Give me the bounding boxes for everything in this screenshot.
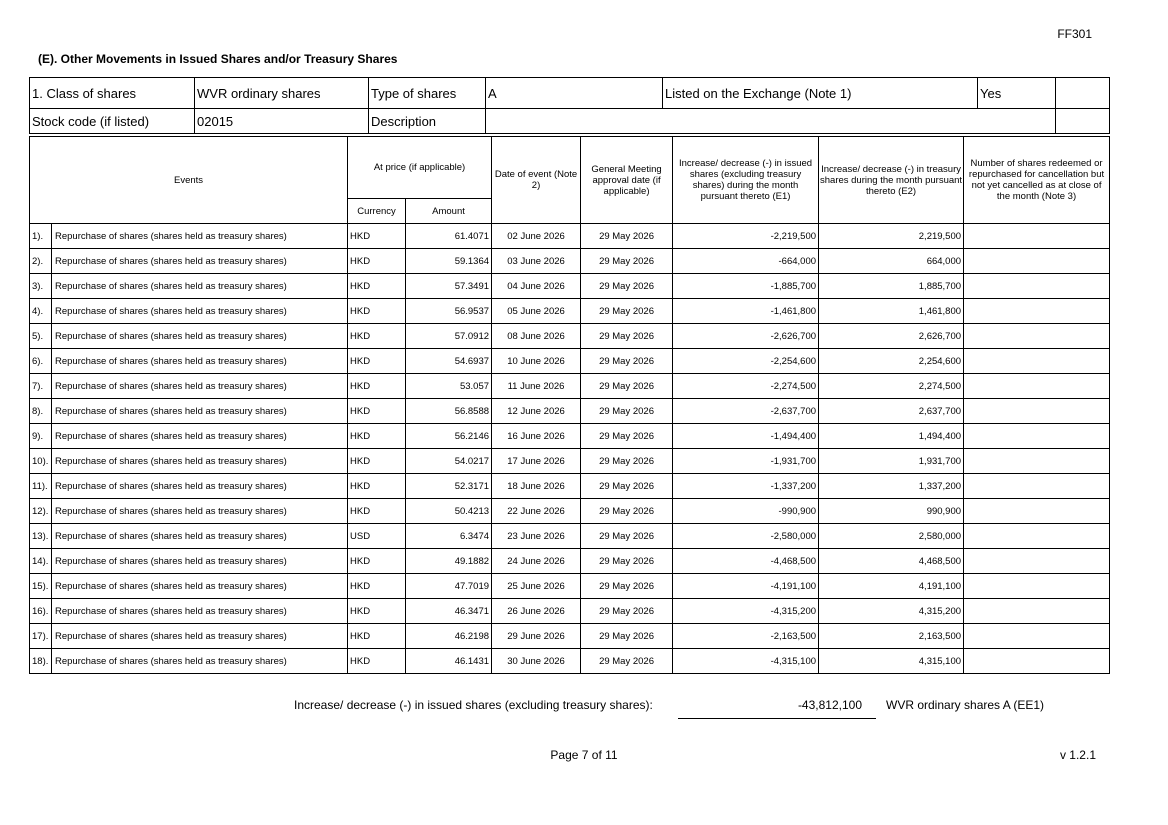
currency-cell: HKD bbox=[348, 374, 406, 399]
event-date-cell: 29 June 2026 bbox=[492, 624, 581, 649]
amount-cell: 49.1882 bbox=[406, 549, 492, 574]
e2-cell: 4,468,500 bbox=[819, 549, 964, 574]
event-date-cell: 22 June 2026 bbox=[492, 499, 581, 524]
e2-cell: 1,931,700 bbox=[819, 449, 964, 474]
e1-cell: -4,191,100 bbox=[673, 574, 819, 599]
event-date-cell: 24 June 2026 bbox=[492, 549, 581, 574]
currency-cell: HKD bbox=[348, 299, 406, 324]
currency-cell: HKD bbox=[348, 349, 406, 374]
row-index: 7). bbox=[30, 374, 52, 399]
event-date-cell: 23 June 2026 bbox=[492, 524, 581, 549]
date-of-event-header: Date of event (Note 2) bbox=[492, 137, 581, 224]
redeemed-cell bbox=[964, 424, 1110, 449]
gm-approval-date-cell: 29 May 2026 bbox=[581, 349, 673, 374]
row-index: 16). bbox=[30, 599, 52, 624]
listed-empty-cell bbox=[1056, 78, 1110, 109]
currency-cell: HKD bbox=[348, 549, 406, 574]
e1-cell: -1,931,700 bbox=[673, 449, 819, 474]
gm-approval-date-cell: 29 May 2026 bbox=[581, 474, 673, 499]
currency-cell: HKD bbox=[348, 324, 406, 349]
gm-approval-date-cell: 29 May 2026 bbox=[581, 499, 673, 524]
amount-header: Amount bbox=[406, 199, 492, 224]
event-description: Repurchase of shares (shares held as treasury shares) bbox=[52, 224, 348, 249]
redeemed-cell bbox=[964, 374, 1110, 399]
event-description: Repurchase of shares (shares held as treasury shares) bbox=[52, 349, 348, 374]
e1-cell: -2,626,700 bbox=[673, 324, 819, 349]
redeemed-cell bbox=[964, 524, 1110, 549]
share-class-header-table bbox=[29, 77, 1110, 134]
redeemed-cell bbox=[964, 574, 1110, 599]
currency-header: Currency bbox=[348, 199, 406, 224]
event-description: Repurchase of shares (shares held as treasury shares) bbox=[52, 274, 348, 299]
gm-approval-date-cell: 29 May 2026 bbox=[581, 549, 673, 574]
type-of-shares-label: Type of shares bbox=[369, 78, 486, 109]
e2-header: Increase/ decrease (-) in treasury shares during the month pursuant thereto (E2) bbox=[819, 137, 964, 224]
gm-approval-date-cell: 29 May 2026 bbox=[581, 224, 673, 249]
class-of-shares-value: WVR ordinary shares bbox=[195, 78, 369, 109]
summary-underline bbox=[678, 718, 876, 719]
table-row bbox=[30, 549, 1110, 574]
event-description: Repurchase of shares (shares held as treasury shares) bbox=[52, 399, 348, 424]
redeemed-cell bbox=[964, 549, 1110, 574]
amount-cell: 54.6937 bbox=[406, 349, 492, 374]
amount-cell: 50.4213 bbox=[406, 499, 492, 524]
row-index: 6). bbox=[30, 349, 52, 374]
currency-cell: HKD bbox=[348, 449, 406, 474]
event-description: Repurchase of shares (shares held as treasury shares) bbox=[52, 574, 348, 599]
amount-cell: 61.4071 bbox=[406, 224, 492, 249]
row-index: 10). bbox=[30, 449, 52, 474]
amount-cell: 52.3171 bbox=[406, 474, 492, 499]
e2-cell: 4,191,100 bbox=[819, 574, 964, 599]
row-index: 9). bbox=[30, 424, 52, 449]
e2-cell: 1,461,800 bbox=[819, 299, 964, 324]
currency-cell: HKD bbox=[348, 274, 406, 299]
amount-cell: 47.7019 bbox=[406, 574, 492, 599]
event-description: Repurchase of shares (shares held as treasury shares) bbox=[52, 474, 348, 499]
e1-header: Increase/ decrease (-) in issued shares (excluding treasury shares) during the month pursuant thereto (E1) bbox=[673, 137, 819, 224]
e2-cell: 4,315,200 bbox=[819, 599, 964, 624]
e1-cell: -2,219,500 bbox=[673, 224, 819, 249]
currency-cell: HKD bbox=[348, 599, 406, 624]
row-index: 2). bbox=[30, 249, 52, 274]
e1-cell: -2,254,600 bbox=[673, 349, 819, 374]
event-description: Repurchase of shares (shares held as treasury shares) bbox=[52, 599, 348, 624]
e1-cell: -1,337,200 bbox=[673, 474, 819, 499]
amount-cell: 56.9537 bbox=[406, 299, 492, 324]
row-index: 11). bbox=[30, 474, 52, 499]
e2-cell: 1,337,200 bbox=[819, 474, 964, 499]
row-index: 8). bbox=[30, 399, 52, 424]
currency-cell: USD bbox=[348, 524, 406, 549]
e1-cell: -2,580,000 bbox=[673, 524, 819, 549]
amount-cell: 53.057 bbox=[406, 374, 492, 399]
description-empty-cell bbox=[1056, 109, 1110, 134]
event-date-cell: 11 June 2026 bbox=[492, 374, 581, 399]
table-row bbox=[30, 499, 1110, 524]
e2-cell: 1,885,700 bbox=[819, 274, 964, 299]
summary-label: Increase/ decrease (-) in issued shares (excluding treasury shares): bbox=[294, 698, 653, 712]
amount-cell: 6.3474 bbox=[406, 524, 492, 549]
e2-cell: 2,274,500 bbox=[819, 374, 964, 399]
row-index: 1). bbox=[30, 224, 52, 249]
gm-approval-date-cell: 29 May 2026 bbox=[581, 424, 673, 449]
amount-cell: 56.2146 bbox=[406, 424, 492, 449]
gm-approval-date-cell: 29 May 2026 bbox=[581, 274, 673, 299]
event-description: Repurchase of shares (shares held as treasury shares) bbox=[52, 324, 348, 349]
table-row bbox=[30, 624, 1110, 649]
row-index: 4). bbox=[30, 299, 52, 324]
table-row bbox=[30, 449, 1110, 474]
e2-cell: 1,494,400 bbox=[819, 424, 964, 449]
row-index: 3). bbox=[30, 274, 52, 299]
table-row bbox=[30, 349, 1110, 374]
movements-rows bbox=[30, 224, 1110, 674]
type-of-shares-value: A bbox=[486, 78, 663, 109]
e2-cell: 2,254,600 bbox=[819, 349, 964, 374]
redeemed-cell bbox=[964, 599, 1110, 624]
events-header: Events bbox=[30, 137, 348, 224]
gm-approval-date-cell: 29 May 2026 bbox=[581, 249, 673, 274]
row-index: 5). bbox=[30, 324, 52, 349]
table-row bbox=[30, 599, 1110, 624]
amount-cell: 57.3491 bbox=[406, 274, 492, 299]
e2-cell: 2,626,700 bbox=[819, 324, 964, 349]
event-description: Repurchase of shares (shares held as treasury shares) bbox=[52, 374, 348, 399]
table-row bbox=[30, 649, 1110, 674]
summary-value: -43,812,100 bbox=[797, 698, 862, 712]
event-date-cell: 16 June 2026 bbox=[492, 424, 581, 449]
event-date-cell: 05 June 2026 bbox=[492, 299, 581, 324]
row-index: 14). bbox=[30, 549, 52, 574]
gm-approval-date-cell: 29 May 2026 bbox=[581, 574, 673, 599]
gm-approval-date-cell: 29 May 2026 bbox=[581, 599, 673, 624]
table-row bbox=[30, 224, 1110, 249]
e1-cell: -2,637,700 bbox=[673, 399, 819, 424]
e2-cell: 2,163,500 bbox=[819, 624, 964, 649]
row-index: 13). bbox=[30, 524, 52, 549]
redeemed-cell bbox=[964, 249, 1110, 274]
general-meeting-date-header: General Meeting approval date (if applicable) bbox=[581, 137, 673, 224]
currency-cell: HKD bbox=[348, 624, 406, 649]
amount-cell: 59.1364 bbox=[406, 249, 492, 274]
e1-cell: -4,468,500 bbox=[673, 549, 819, 574]
event-date-cell: 17 June 2026 bbox=[492, 449, 581, 474]
e2-cell: 990,900 bbox=[819, 499, 964, 524]
event-date-cell: 08 June 2026 bbox=[492, 324, 581, 349]
description-label: Description bbox=[369, 109, 486, 134]
event-date-cell: 02 June 2026 bbox=[492, 224, 581, 249]
event-date-cell: 25 June 2026 bbox=[492, 574, 581, 599]
event-description: Repurchase of shares (shares held as treasury shares) bbox=[52, 449, 348, 474]
version-label: v 1.2.1 bbox=[1059, 748, 1096, 762]
table-row bbox=[30, 474, 1110, 499]
e1-cell: -1,461,800 bbox=[673, 299, 819, 324]
redeemed-cell bbox=[964, 274, 1110, 299]
table-row bbox=[30, 249, 1110, 274]
e1-cell: -990,900 bbox=[673, 499, 819, 524]
gm-approval-date-cell: 29 May 2026 bbox=[581, 299, 673, 324]
description-value bbox=[486, 109, 1056, 134]
row-index: 12). bbox=[30, 499, 52, 524]
row-index: 18). bbox=[30, 649, 52, 674]
e1-cell: -4,315,200 bbox=[673, 599, 819, 624]
form-code: FF301 bbox=[1057, 27, 1092, 41]
table-row bbox=[30, 274, 1110, 299]
gm-approval-date-cell: 29 May 2026 bbox=[581, 399, 673, 424]
e1-cell: -2,274,500 bbox=[673, 374, 819, 399]
redeemed-cell bbox=[964, 499, 1110, 524]
e1-cell: -664,000 bbox=[673, 249, 819, 274]
e1-cell: -1,494,400 bbox=[673, 424, 819, 449]
currency-cell: HKD bbox=[348, 574, 406, 599]
event-description: Repurchase of shares (shares held as treasury shares) bbox=[52, 549, 348, 574]
event-date-cell: 10 June 2026 bbox=[492, 349, 581, 374]
currency-cell: HKD bbox=[348, 649, 406, 674]
page-number: Page 7 of 11 bbox=[550, 748, 618, 762]
e1-cell: -1,885,700 bbox=[673, 274, 819, 299]
event-date-cell: 12 June 2026 bbox=[492, 399, 581, 424]
movements-table bbox=[29, 136, 1110, 674]
event-date-cell: 03 June 2026 bbox=[492, 249, 581, 274]
table-row bbox=[30, 324, 1110, 349]
event-description: Repurchase of shares (shares held as treasury shares) bbox=[52, 499, 348, 524]
currency-cell: HKD bbox=[348, 399, 406, 424]
event-description: Repurchase of shares (shares held as treasury shares) bbox=[52, 299, 348, 324]
e2-cell: 2,219,500 bbox=[819, 224, 964, 249]
event-description: Repurchase of shares (shares held as treasury shares) bbox=[52, 524, 348, 549]
e2-cell: 2,637,700 bbox=[819, 399, 964, 424]
currency-cell: HKD bbox=[348, 474, 406, 499]
e1-cell: -4,315,100 bbox=[673, 649, 819, 674]
table-row bbox=[30, 299, 1110, 324]
listed-value: Yes bbox=[978, 78, 1056, 109]
amount-cell: 57.0912 bbox=[406, 324, 492, 349]
redeemed-cell bbox=[964, 649, 1110, 674]
redeemed-cell bbox=[964, 399, 1110, 424]
redeemed-cell bbox=[964, 299, 1110, 324]
event-description: Repurchase of shares (shares held as treasury shares) bbox=[52, 649, 348, 674]
table-row bbox=[30, 424, 1110, 449]
currency-cell: HKD bbox=[348, 224, 406, 249]
e1-cell: -2,163,500 bbox=[673, 624, 819, 649]
redeemed-header: Number of shares redeemed or repurchased for cancellation but not yet cancelled as at close of the month (Note 3) bbox=[964, 137, 1110, 224]
event-description: Repurchase of shares (shares held as treasury shares) bbox=[52, 424, 348, 449]
event-date-cell: 30 June 2026 bbox=[492, 649, 581, 674]
gm-approval-date-cell: 29 May 2026 bbox=[581, 649, 673, 674]
redeemed-cell bbox=[964, 349, 1110, 374]
amount-cell: 46.2198 bbox=[406, 624, 492, 649]
gm-approval-date-cell: 29 May 2026 bbox=[581, 524, 673, 549]
event-description: Repurchase of shares (shares held as treasury shares) bbox=[52, 624, 348, 649]
event-date-cell: 04 June 2026 bbox=[492, 274, 581, 299]
amount-cell: 46.3471 bbox=[406, 599, 492, 624]
amount-cell: 54.0217 bbox=[406, 449, 492, 474]
summary-unit: WVR ordinary shares A (EE1) bbox=[886, 698, 1045, 712]
amount-cell: 56.8588 bbox=[406, 399, 492, 424]
currency-cell: HKD bbox=[348, 424, 406, 449]
table-row bbox=[30, 374, 1110, 399]
amount-cell: 46.1431 bbox=[406, 649, 492, 674]
redeemed-cell bbox=[964, 224, 1110, 249]
e2-cell: 4,315,100 bbox=[819, 649, 964, 674]
event-description: Repurchase of shares (shares held as treasury shares) bbox=[52, 249, 348, 274]
section-title: (E). Other Movements in Issued Shares and/or Treasury Shares bbox=[38, 52, 398, 66]
e2-cell: 664,000 bbox=[819, 249, 964, 274]
class-of-shares-label: 1. Class of shares bbox=[30, 78, 195, 109]
at-price-header: At price (if applicable) bbox=[348, 137, 492, 199]
gm-approval-date-cell: 29 May 2026 bbox=[581, 449, 673, 474]
gm-approval-date-cell: 29 May 2026 bbox=[581, 324, 673, 349]
stock-code-label: Stock code (if listed) bbox=[30, 109, 195, 134]
table-row bbox=[30, 524, 1110, 549]
redeemed-cell bbox=[964, 474, 1110, 499]
row-index: 15). bbox=[30, 574, 52, 599]
currency-cell: HKD bbox=[348, 249, 406, 274]
redeemed-cell bbox=[964, 624, 1110, 649]
stock-code-value: 02015 bbox=[195, 109, 369, 134]
redeemed-cell bbox=[964, 449, 1110, 474]
row-index: 17). bbox=[30, 624, 52, 649]
table-row bbox=[30, 574, 1110, 599]
gm-approval-date-cell: 29 May 2026 bbox=[581, 624, 673, 649]
currency-cell: HKD bbox=[348, 499, 406, 524]
event-date-cell: 18 June 2026 bbox=[492, 474, 581, 499]
table-row bbox=[30, 399, 1110, 424]
event-date-cell: 26 June 2026 bbox=[492, 599, 581, 624]
redeemed-cell bbox=[964, 324, 1110, 349]
e2-cell: 2,580,000 bbox=[819, 524, 964, 549]
gm-approval-date-cell: 29 May 2026 bbox=[581, 374, 673, 399]
listed-label: Listed on the Exchange (Note 1) bbox=[663, 78, 978, 109]
